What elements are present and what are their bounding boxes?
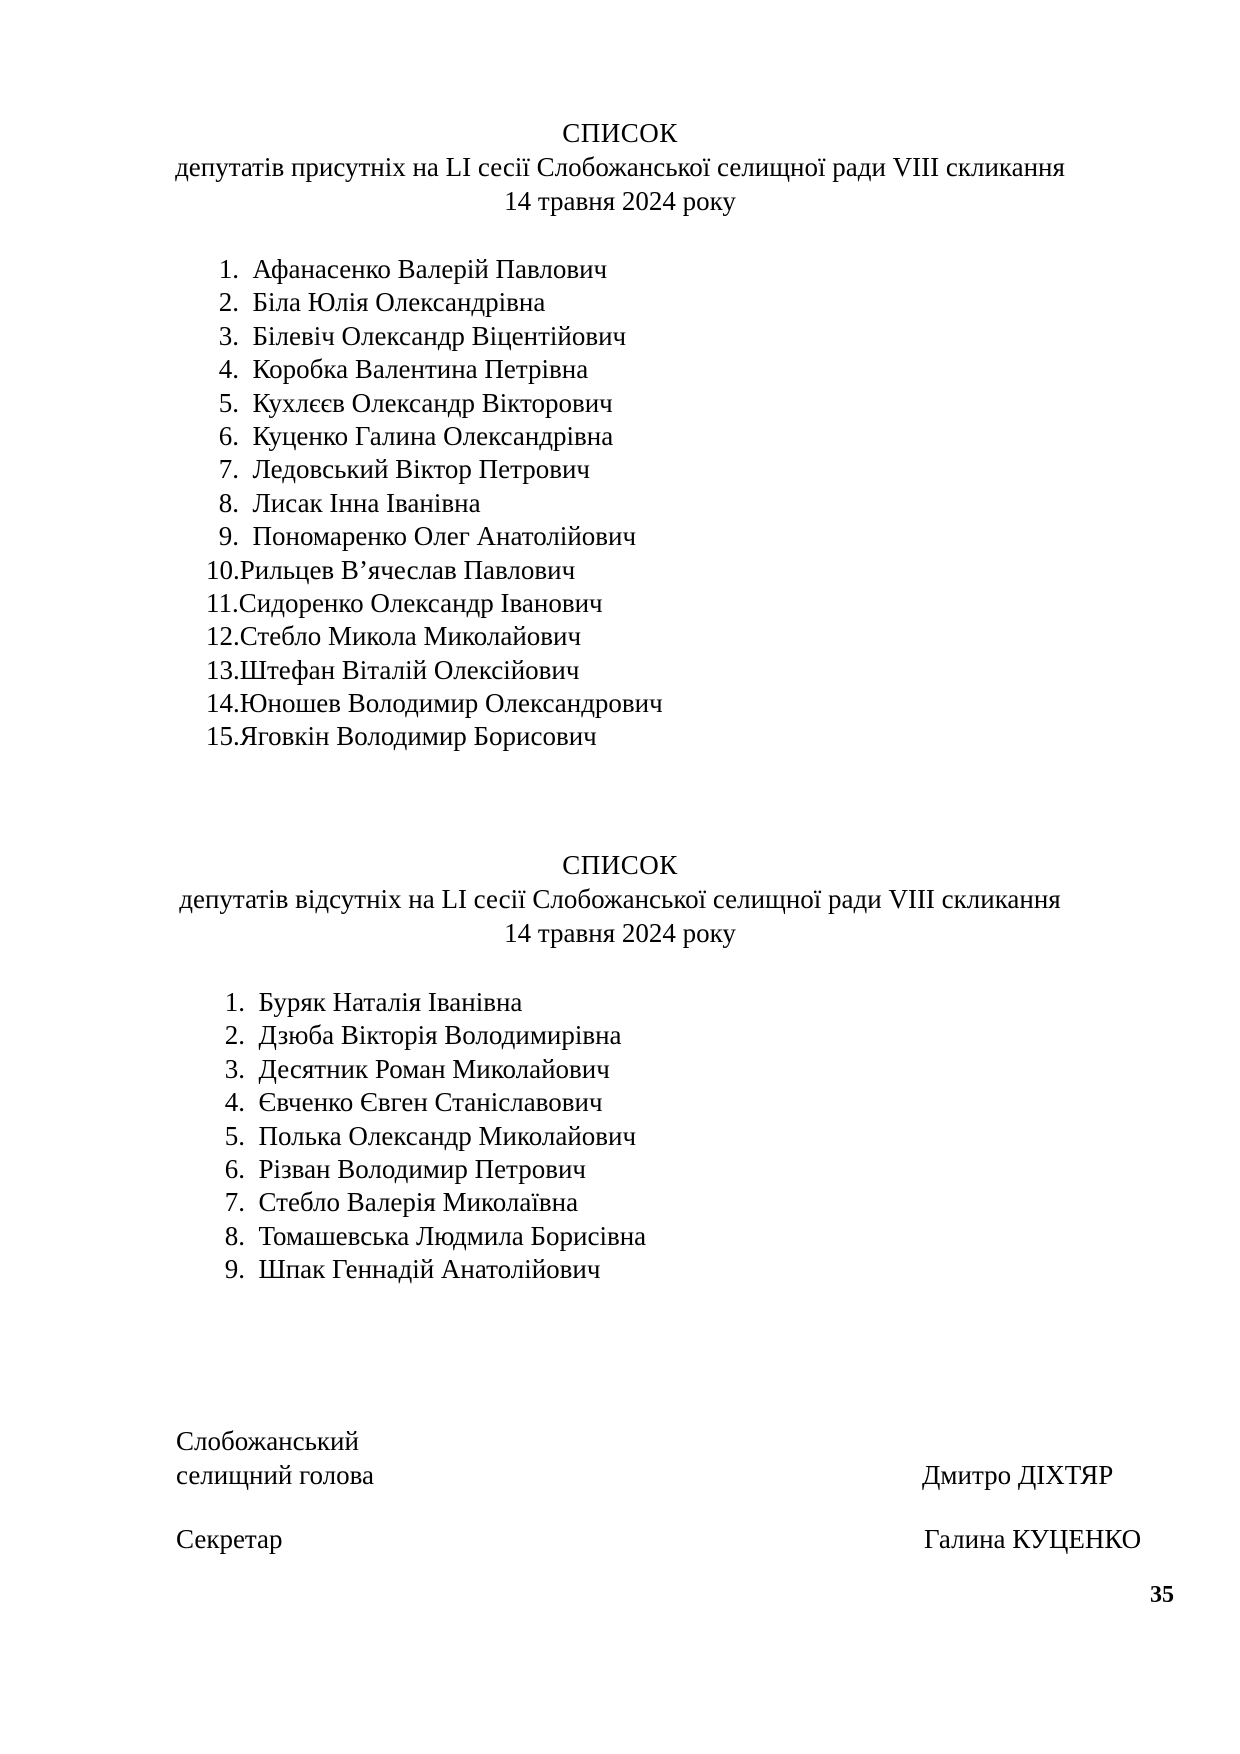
list-item-number: 7. [218,454,239,485]
absent-date: 14 травня 2024 року [504,918,736,948]
list-item-number: 15. [206,721,240,752]
list-item [206,587,663,620]
list-item-number: 12. [206,621,240,652]
list-item [206,520,663,553]
list-item [206,453,663,486]
list-item-number: 5. [224,1120,245,1151]
deputy-name: Лисак Інна Іванівна [252,487,481,518]
head-signature-name: Дмитро ДІХТЯР [922,1460,1114,1490]
list-item-number: 11. [206,587,239,618]
list-item-number: 8. [224,1220,245,1251]
list-item [212,1153,646,1186]
deputy-name: Томашевська Людмила Борисівна [258,1220,647,1251]
absent-deputies-list [212,986,646,1287]
deputy-name: Куценко Галина Олександрівна [252,420,614,451]
present-heading: СПИСОК [562,118,678,148]
list-item-number: 6. [218,420,239,451]
list-item [206,420,663,453]
secretary-title: Секретар [176,1524,283,1554]
list-item-number: 4. [218,354,239,385]
list-item-number: 9. [224,1254,245,1285]
deputy-name: Біла Юлія Олександрівна [252,287,546,318]
deputy-name: Рильцев В’ячеслав Павлович [239,554,576,585]
list-item [212,1186,646,1219]
page-number: 35 [1150,1582,1174,1608]
deputy-name: Пономаренко Олег Анатолійович [252,521,637,552]
deputy-name: Сидоренко Олександр Іванович [238,587,603,618]
list-item-number: 13. [206,654,240,685]
list-item [206,286,663,319]
deputy-name: Шпак Геннадій Анатолійович [258,1254,601,1285]
list-item-number: 5. [218,387,239,418]
deputy-name: Полька Олександр Миколайович [258,1120,637,1151]
list-item [212,986,646,1019]
deputy-name: Кухлєєв Олександр Вікторович [252,387,613,418]
list-item [206,654,663,687]
list-item-number: 2. [218,287,239,318]
present-deputies-list [206,253,663,754]
list-item-number: 3. [218,320,239,351]
list-item-number: 3. [224,1053,245,1084]
list-item [212,1253,646,1286]
list-item [206,620,663,653]
list-item [212,1120,646,1153]
deputy-name: Десятник Роман Миколайович [258,1053,610,1084]
list-item [206,554,663,587]
deputy-name: Штефан Віталій Олексійович [239,654,580,685]
present-subtitle: депутатів присутніх на LI сесії Слобожанської селищної ради VIII скликання [175,152,1065,182]
list-item-number: 6. [224,1153,245,1184]
list-item-number: 10. [206,554,240,585]
deputy-name: Коробка Валентина Петрівна [252,354,589,385]
list-item [206,320,663,353]
absent-subtitle: депутатів відсутніх на LI сесії Слобожанської селищної ради VIII скликання [179,884,1061,914]
deputy-name: Стебло Валерія Миколаївна [258,1187,579,1218]
list-item [206,687,663,720]
list-item-number: 7. [224,1187,245,1218]
list-item-number: 8. [218,487,239,518]
list-item-number: 2. [224,1020,245,1051]
list-item [212,1086,646,1119]
absent-heading: СПИСОК [562,850,678,880]
deputy-name: Юношев Володимир Олександрович [239,688,663,719]
secretary-signature-name: Галина КУЦЕНКО [924,1524,1142,1554]
list-item-number: 14. [206,688,240,719]
list-item [206,487,663,520]
list-item-number: 9. [218,521,239,552]
list-item-number: 4. [224,1087,245,1118]
deputy-name: Яговкін Володимир Борисович [239,721,597,752]
list-item [206,353,663,386]
list-item [206,253,663,286]
deputy-name: Буряк Наталія Іванівна [258,987,523,1017]
list-item [212,1220,646,1253]
deputy-name: Різван Володимир Петрович [258,1153,586,1184]
list-item-number: 1. [218,254,239,284]
list-item [206,387,663,420]
deputy-name: Стебло Микола Миколайович [239,621,582,652]
deputy-name: Ледовський Віктор Петрович [252,454,590,485]
list-item [212,1053,646,1086]
present-date: 14 травня 2024 року [504,186,736,216]
head-title-line1: Слобожанський [176,1426,359,1456]
list-item [206,720,663,753]
head-title-line2: селищний голова [176,1460,375,1490]
deputy-name: Євченко Євген Станіславович [258,1087,603,1118]
deputy-name: Дзюба Вікторія Володимирівна [258,1020,622,1051]
deputy-name: Білевіч Олександр Віцентійович [252,320,627,351]
list-item-number: 1. [224,987,245,1017]
list-item [212,1019,646,1052]
deputy-name: Афанасенко Валерій Павлович [252,254,608,284]
